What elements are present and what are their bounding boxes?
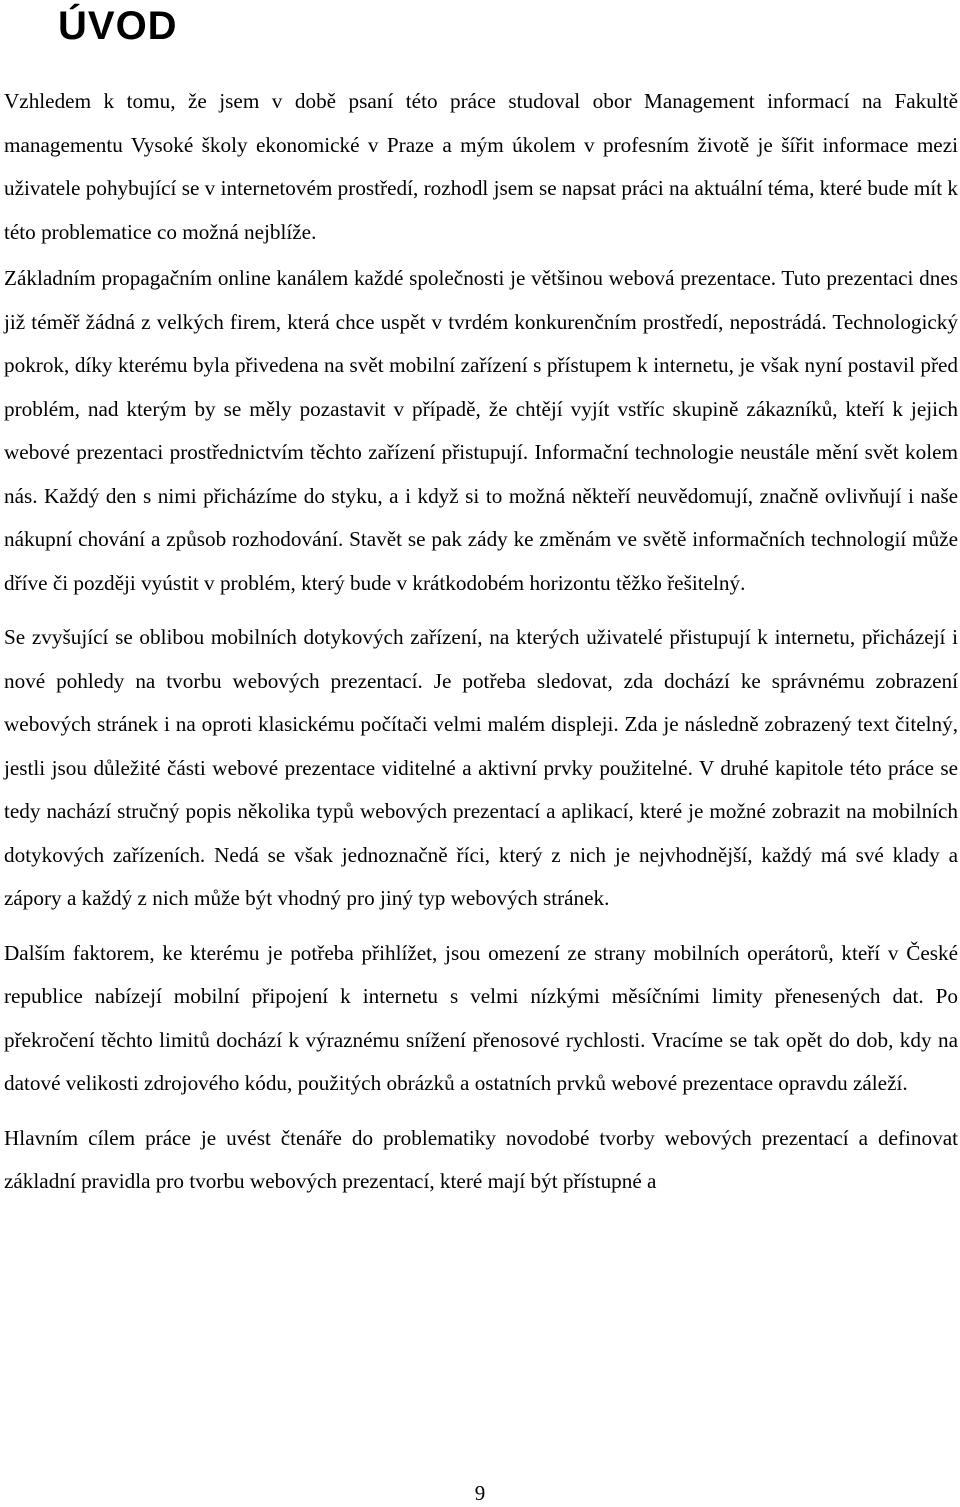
paragraph-main-goal: Hlavním cílem práce je uvést čtenáře do problematiky novodobé tvorby webových prezentací a definovat základní pravidla pro tvorbu webových prezentací, které mají být přístupné a: [4, 1125, 958, 1193]
chapter-heading: ÚVOD: [58, 4, 178, 48]
page-number: 9: [474, 1481, 486, 1505]
paragraph-web-presentation: Základním propagačním online kanálem každé společnosti je většinou webová prezentace. Tuto prezentaci dnes již téměř žádná z velkých firem, která chce uspět v tvrdém konkurenčním prostředí, nepostrádá. Technologický pokrok, díky kterému byla přivedena na svět mobilní zařízení s přístupem k internetu, je však nyní postavil před problém, nad kterým by se měly pozastavit v případě, že chtějí vyjít vstříc skupině zákazníků, kteří k jejich webové prezentaci prostřednictvím těchto zařízení přistupují. Informační technologie neustále mění svět kolem nás. Každý den s nimi přicházíme do styku, a i když si to možná někteří neuvědomují, značně ovlivňují i naše nákupní chování a způsob rozhodování. Stavět se pak zády ke změnám ve světě informačních technologií může dříve či později vyústit v problém, který bude v krátkodobém horizontu těžko řešitelný.: [4, 266, 958, 595]
paragraph-mobile-devices: Se zvyšující se oblibou mobilních dotykových zařízení, na kterých uživatelé přistupují k internetu, přicházejí i nové pohledy na tvorbu webových prezentací. Je potřeba sledovat, zda dochází ke správnému zobrazení webových stránek i na oproti klasickému počítači velmi malém displeji. Zda je následně zobrazený text čitelný, jestli jsou důležité části webové prezentace viditelné a aktivní prvky použitelné. V druhé kapitole této práce se tedy nachází stručný popis několika typů webových prezentací a aplikací, které je možné zobrazit na mobilních dotykových zařízeních. Nedá se však jednoznačně říci, který z nich je nejvhodnější, každý má své klady a zápory a každý z nich může být vhodný pro jiný typ webových stránek.: [4, 625, 958, 910]
paragraph-operators: Dalším faktorem, ke kterému je potřeba přihlížet, jsou omezení ze strany mobilních operátorů, kteří v České republice nabízejí mobilní připojení k internetu s velmi nízkými měsíčními limity přenesených dat. Po překročení těchto limitů dochází k výraznému snížení přenosové rychlosti. Vracíme se tak opět do dob, kdy na datové velikosti zdrojového kódu, použitých obrázků a ostatních prvků webové prezentace opravdu záleží.: [4, 940, 958, 1095]
paragraph-intro: Vzhledem k tomu, že jsem v době psaní této práce studoval obor Management informací na Fakultě managementu Vysoké školy ekonomické v Praze a mým úkolem v profesním životě je šířit informace mezi uživatele pohybující se v internetovém prostředí, rozhodl jsem se napsat práci na aktuální téma, které bude mít k této problematice co možná nejblíže.: [4, 89, 958, 244]
body-text: [4, 80, 958, 1204]
